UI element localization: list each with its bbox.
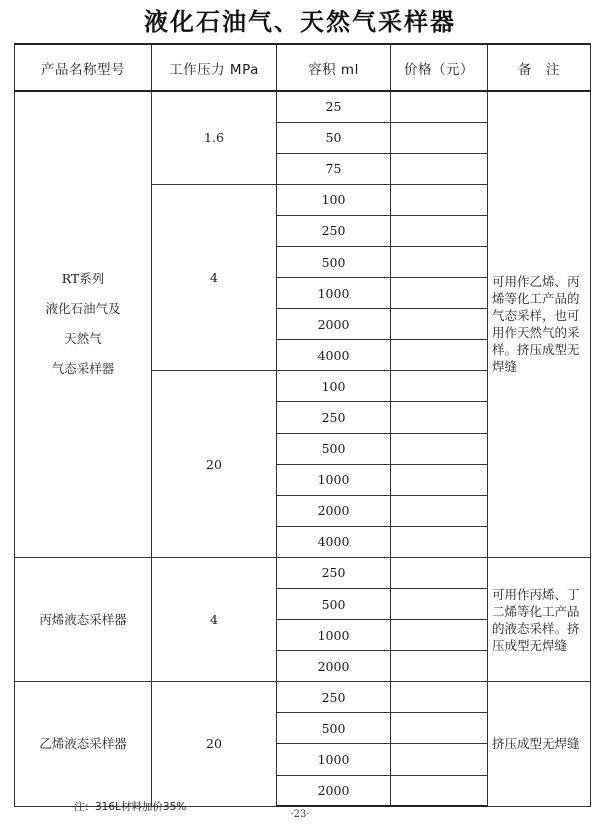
pressure-cell: 1.6 [152, 91, 277, 184]
price-cell [391, 744, 488, 775]
price-cell [391, 464, 488, 495]
price-cell [391, 495, 488, 526]
volume-cell: 2000 [277, 309, 391, 340]
page-number: ·23· [290, 809, 310, 820]
price-cell [391, 153, 488, 184]
volume-cell: 1000 [277, 278, 391, 309]
footnote: 注：316L材料加价35% [74, 801, 187, 813]
volume-cell: 75 [277, 153, 391, 184]
product-name-line: 丙烯液态采样器 [39, 611, 127, 627]
price-cell [391, 713, 488, 744]
price-cell [391, 122, 488, 153]
note-cell: 挤压成型无焊缝 [488, 682, 591, 806]
volume-cell: 250 [277, 402, 391, 433]
volume-cell: 2000 [277, 775, 391, 806]
price-cell [391, 340, 488, 371]
header-note: 备 注 [488, 44, 591, 91]
volume-cell: 500 [277, 713, 391, 744]
product-name-line: 气态采样器 [51, 361, 115, 377]
volume-cell: 500 [277, 246, 391, 277]
header-pressure: 工作压力 MPa [152, 44, 277, 91]
product-name-line: 乙烯液态采样器 [39, 735, 127, 751]
volume-cell: 1000 [277, 744, 391, 775]
table-header-row [15, 44, 591, 91]
price-cell [391, 402, 488, 433]
product-name-line: 天然气 [64, 331, 102, 347]
volume-cell: 4000 [277, 340, 391, 371]
price-cell [391, 184, 488, 215]
note-cell: 可用作丙烯、丁二烯等化工产品的液态采样。挤压成型无焊缝 [488, 557, 591, 681]
volume-cell: 2000 [277, 651, 391, 682]
header-volume: 容积 ml [277, 44, 391, 91]
price-cell [391, 775, 488, 806]
volume-cell: 250 [277, 215, 391, 246]
price-cell [391, 278, 488, 309]
note-cell: 可用作乙烯、丙烯等化工产品的气态采样，也可用作天然气的采样。挤压成型无焊缝 [488, 91, 591, 557]
price-cell [391, 526, 488, 557]
volume-cell: 4000 [277, 526, 391, 557]
spec-table [14, 43, 591, 807]
price-cell [391, 682, 488, 713]
product-name-cell [15, 91, 152, 557]
product-name-cell [15, 682, 152, 806]
volume-cell: 100 [277, 371, 391, 402]
header-price: 价格（元） [391, 44, 488, 91]
volume-cell: 2000 [277, 495, 391, 526]
page-title: 液化石油气、天然气采样器 [144, 8, 456, 36]
price-cell [391, 309, 488, 340]
volume-cell: 1000 [277, 620, 391, 651]
volume-cell: 50 [277, 122, 391, 153]
price-cell [391, 246, 488, 277]
price-cell [391, 433, 488, 464]
table-body [15, 91, 591, 806]
table-row [15, 91, 591, 122]
volume-cell: 250 [277, 682, 391, 713]
price-cell [391, 371, 488, 402]
product-name-line: RT系列 [61, 271, 105, 287]
table-row [15, 557, 591, 588]
price-cell [391, 651, 488, 682]
price-cell [391, 91, 488, 122]
product-name-cell [15, 557, 152, 681]
pressure-cell: 20 [152, 682, 277, 806]
volume-cell: 25 [277, 91, 391, 122]
table-row [15, 682, 591, 713]
price-cell [391, 620, 488, 651]
volume-cell: 250 [277, 557, 391, 588]
price-cell [391, 557, 488, 588]
volume-cell: 1000 [277, 464, 391, 495]
volume-cell: 100 [277, 184, 391, 215]
pressure-cell: 4 [152, 184, 277, 371]
pressure-cell: 4 [152, 557, 277, 681]
price-cell [391, 589, 488, 620]
volume-cell: 500 [277, 433, 391, 464]
price-cell [391, 215, 488, 246]
volume-cell: 500 [277, 589, 391, 620]
product-name-line: 液化石油气及 [45, 301, 121, 317]
header-product: 产品名称型号 [15, 44, 152, 91]
pressure-cell: 20 [152, 371, 277, 558]
